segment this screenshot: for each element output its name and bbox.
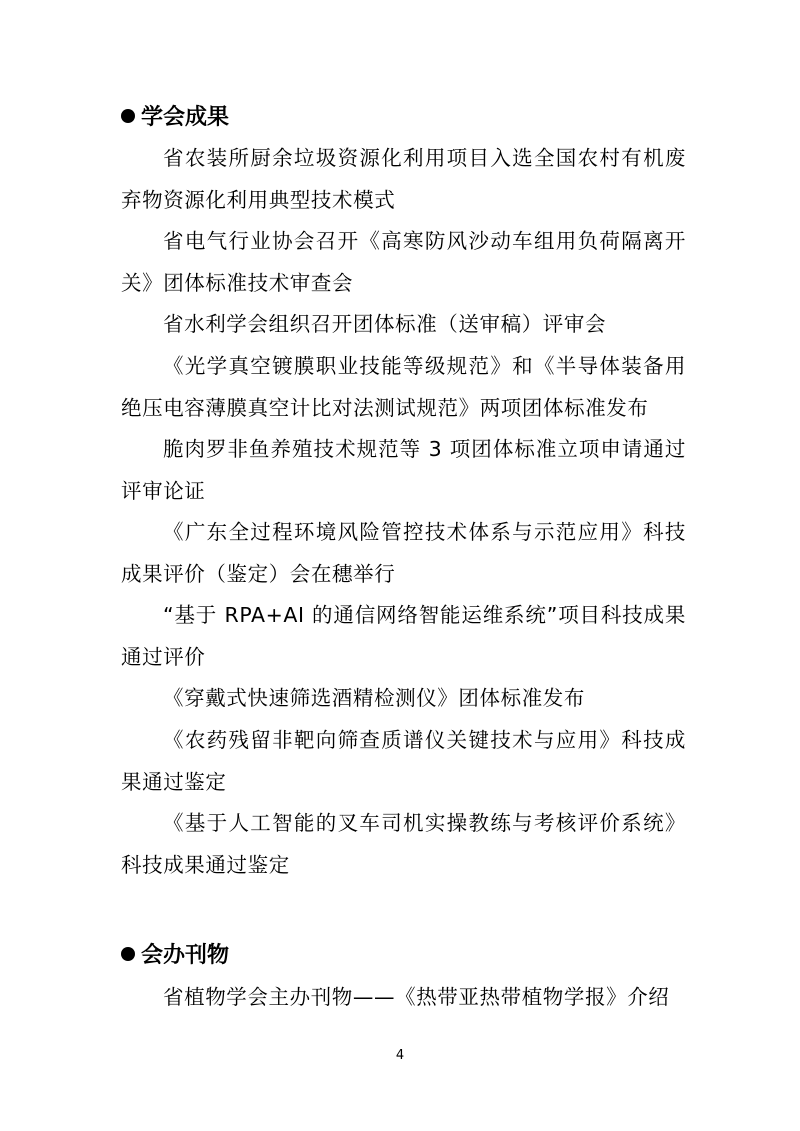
achievement-item[interactable]: 省电气行业协会召开《高寒防风沙动车组用负荷隔离开关》团体标准技术审查会 xyxy=(121,229,686,295)
achievement-item[interactable]: 《广东全过程环境风险管控技术体系与示范应用》科技成果评价（鉴定）会在穗举行 xyxy=(121,520,686,586)
page-number: 4 xyxy=(395,1048,405,1063)
achievement-item[interactable]: “基于 RPA+AI 的通信网络智能运维系统”项目科技成果通过评价 xyxy=(121,603,686,669)
achievement-item[interactable]: 《基于人工智能的叉车司机实操教练与考核评价系统》科技成果通过鉴定 xyxy=(121,811,686,877)
achievement-item[interactable]: 《光学真空镀膜职业技能等级规范》和《半导体装备用绝压电容薄膜真空计比对法测试规范》两项团体标准发布 xyxy=(121,354,686,420)
achievement-item[interactable]: 脆肉罗非鱼养殖技术规范等 3 项团体标准立项申请通过评审论证 xyxy=(121,437,686,503)
achievement-item[interactable]: 《农药残留非靶向筛查质谱仪关键技术与应用》科技成果通过鉴定 xyxy=(121,728,686,794)
publication-item[interactable]: 省植物学会主办刊物——《热带亚热带植物学报》介绍 xyxy=(163,985,670,1009)
bullet-icon xyxy=(121,109,135,123)
achievement-item[interactable]: 《穿戴式快速筛选酒精检测仪》团体标准发布 xyxy=(163,686,585,710)
section-heading-publications: 会办刊物 xyxy=(121,940,229,970)
bullet-icon xyxy=(121,947,135,961)
section-heading-achievements: 学会成果 xyxy=(121,102,229,132)
achievement-item[interactable]: 省水利学会组织召开团体标准（送审稿）评审会 xyxy=(163,312,607,336)
achievement-item[interactable]: 省农装所厨余垃圾资源化利用项目入选全国农村有机废弃物资源化利用典型技术模式 xyxy=(121,146,686,212)
